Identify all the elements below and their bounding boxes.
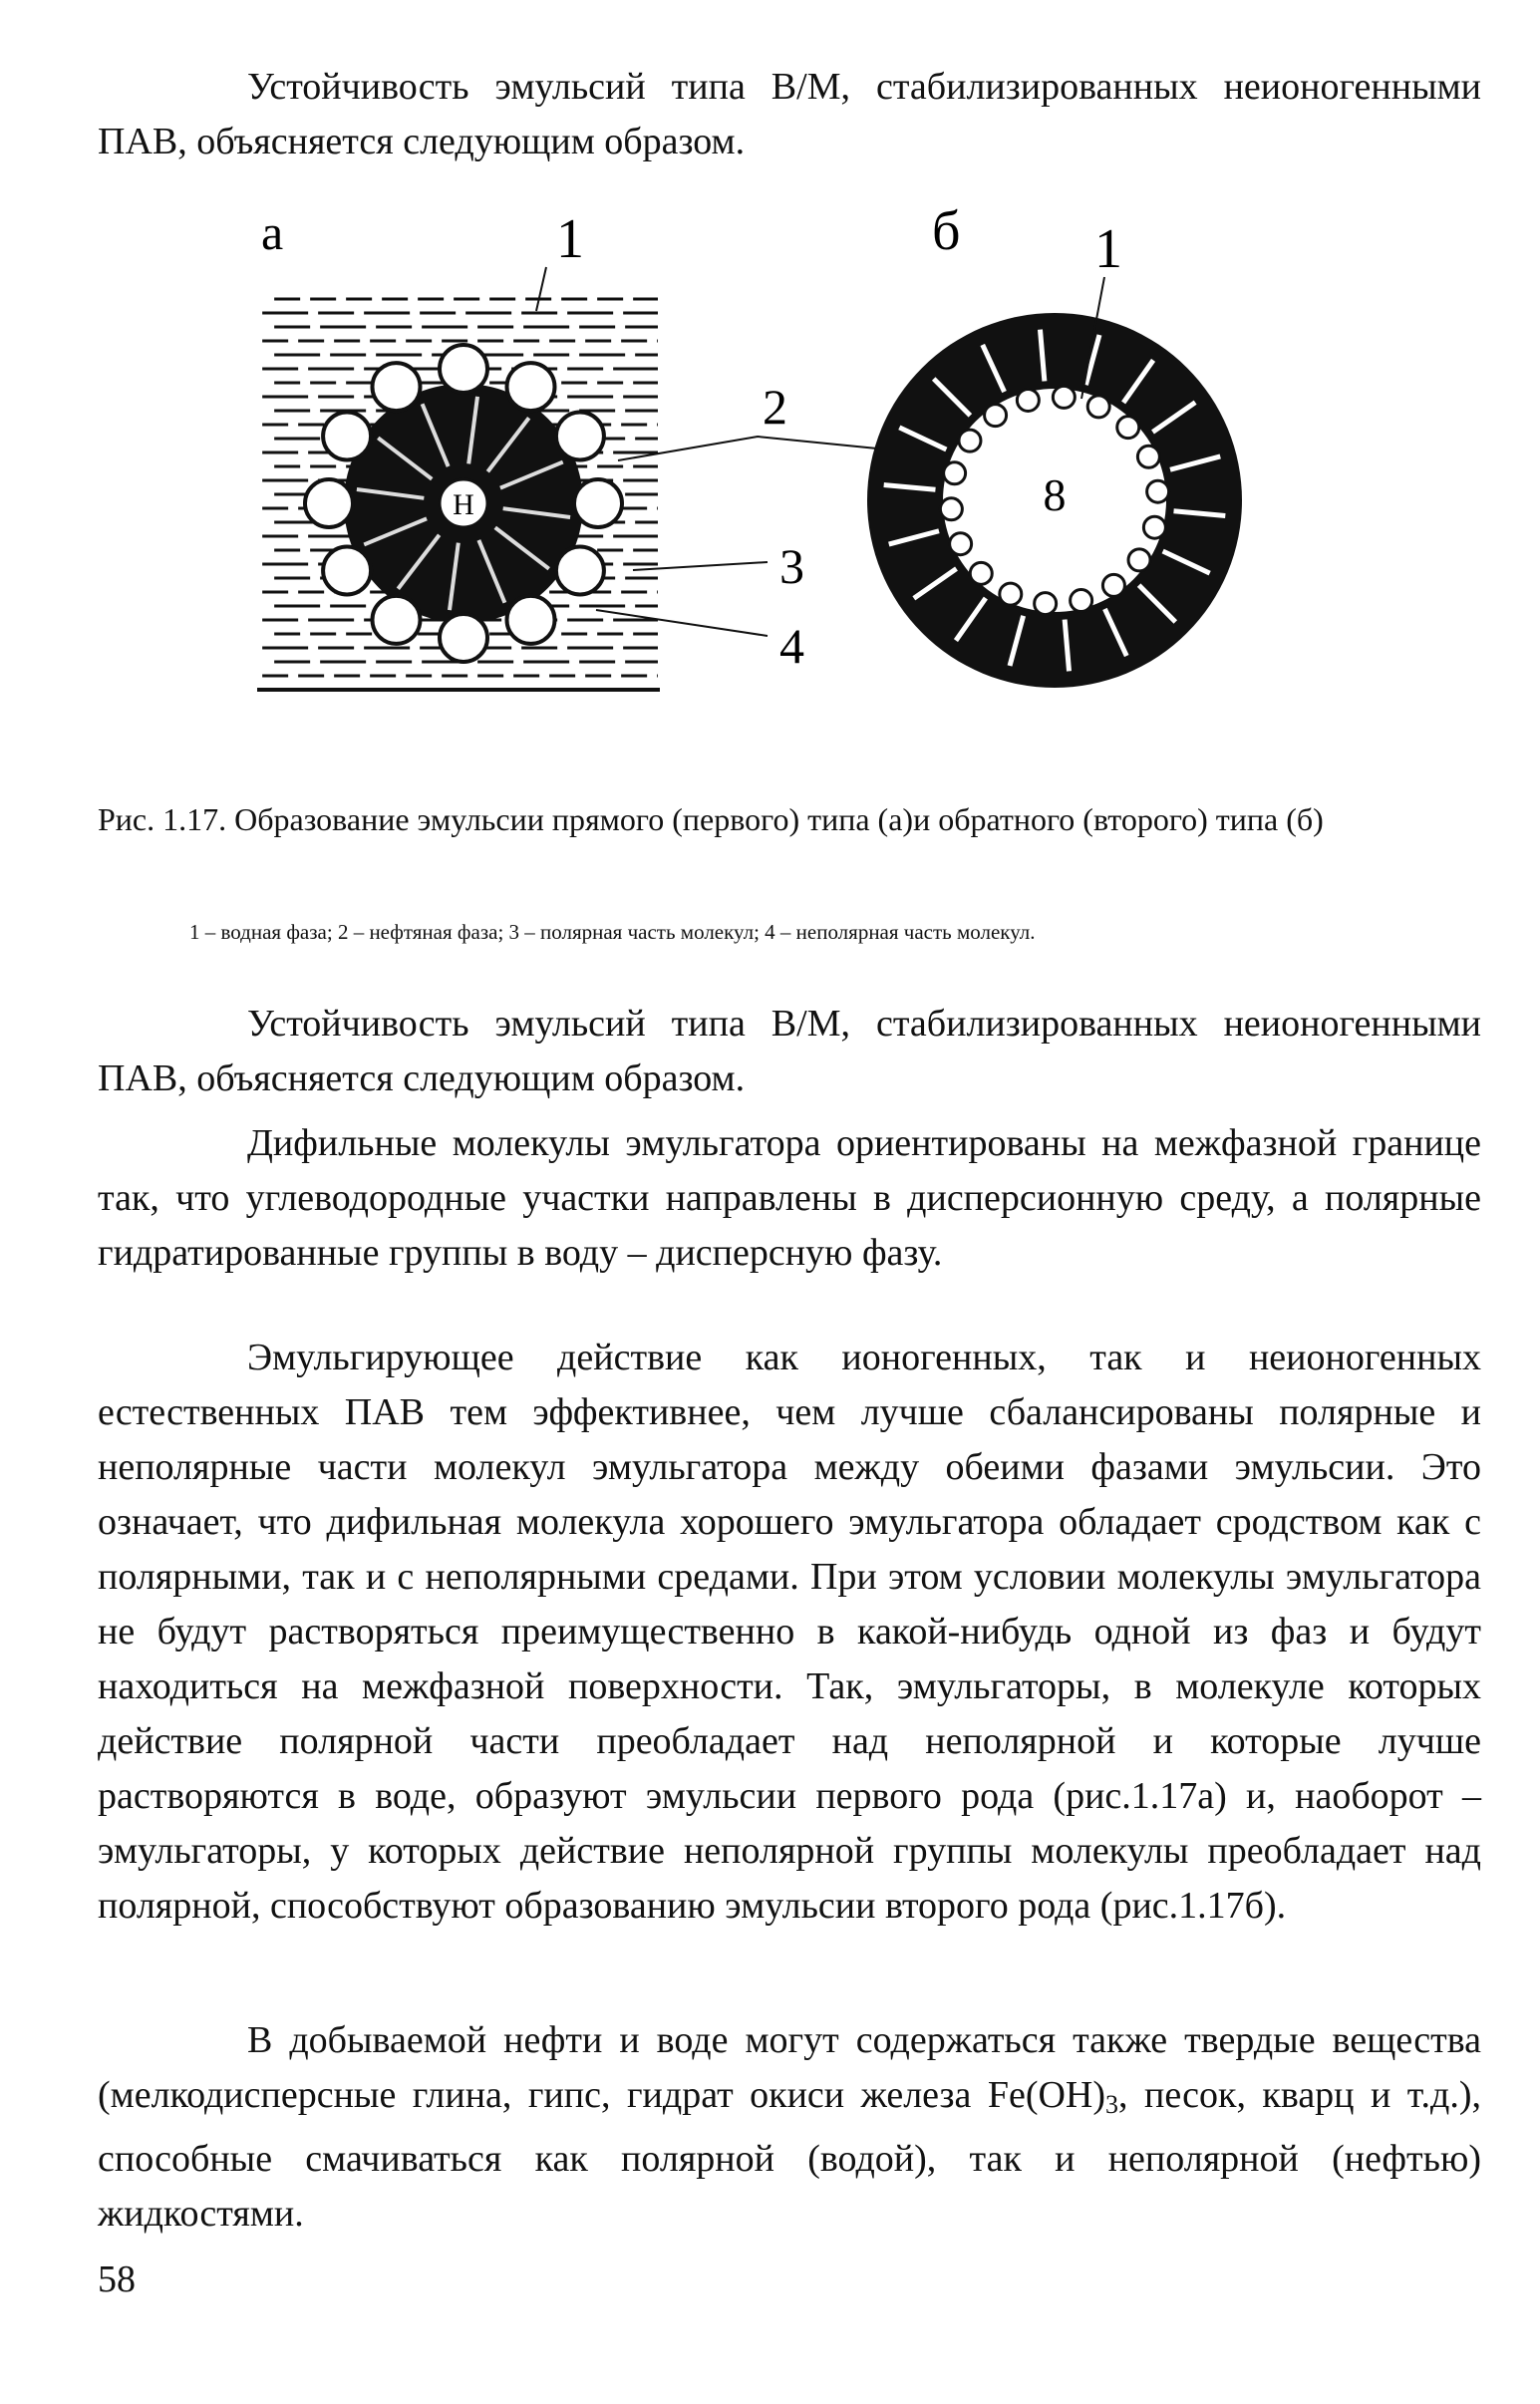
ring-polar-head — [1053, 386, 1075, 408]
core-b-label: 8 — [1043, 469, 1067, 520]
panel-b-diagram — [867, 313, 1242, 688]
label-1a: 1 — [556, 208, 584, 270]
panel-b-label: б — [932, 200, 961, 262]
polar-head — [373, 596, 421, 644]
figure-legend: 1 – водная фаза; 2 – нефтяная фаза; 3 – полярная часть молекул; 4 – неполярная часть молекул. — [189, 920, 1036, 944]
polar-head — [323, 413, 371, 460]
ring-polar-head — [985, 405, 1007, 427]
ring-polar-head — [1102, 574, 1124, 596]
ring-polar-head — [1147, 480, 1169, 502]
polar-head — [574, 479, 622, 527]
polar-head — [323, 547, 371, 595]
label-2: 2 — [763, 379, 787, 435]
ring-polar-head — [970, 562, 992, 584]
leader-2 — [618, 437, 877, 460]
label-3: 3 — [779, 538, 804, 594]
ring-polar-head — [1137, 446, 1159, 467]
ring-polar-head — [1035, 593, 1057, 615]
ring-polar-head — [944, 462, 966, 484]
polar-head — [440, 614, 487, 662]
ring-polar-head — [940, 498, 962, 520]
label-4: 4 — [779, 618, 804, 674]
paragraph-4-start: В добываемой нефти и воде могут содержаться также твердые вещества (мелкодисперсные глина, гипс, гидрат окиси железа Fe(OH) — [98, 2019, 1481, 2116]
leader-1a — [536, 267, 546, 311]
ring-polar-head — [1017, 389, 1039, 411]
ring-polar-head — [1087, 396, 1109, 418]
paragraph-3: Эмульгирующее действие как ионогенных, так и неионогенных естественных ПАВ тем эффективнее, чем лучше сбалансированы полярные и неполярные части молекул эмульгатора между обеими фазами эмульсии. Это означает, что дифильная молекула хорошего эмульгатора обладает сродством как с полярными, так и с неполярными средами. При этом условии молекулы эмульгатора не будут растворяться преимущественно в какой-нибудь одной из фаз и будут находиться на межфазной поверхности. Так, эмульгаторы, в молекуле которых действие полярной части преобладает над неполярной и которые лучше растворяются в воде, образуют эмульсии первого рода (рис.1.17а) и, наоборот – эмульгаторы, у которых действие неполярной группы молекулы преобладает над полярной, способствуют образованию эмульсии второго рода (рис.1.17б). — [98, 1337, 1481, 1927]
ring-polar-head — [1117, 417, 1139, 439]
ring-polar-head — [950, 533, 972, 555]
paragraph-2: Дифильные молекулы эмульгатора ориентированы на межфазной границе так, что углеводородные участки направлены в дисперсионную среду, а полярные гидратированные группы в воду – дисперсную фазу. — [98, 1122, 1481, 1274]
figure-caption: Рис. 1.17. Образование эмульсии прямого (первого) типа (а)и обратного (второго) типа (б) — [98, 801, 1324, 837]
emulsion-figure — [0, 0, 1540, 718]
polar-head — [507, 363, 555, 411]
label-1b: 1 — [1094, 218, 1122, 280]
paragraph-1: Устойчивость эмульсий типа В/М, стабилизированных неионогенными ПАВ, объясняется следующим образом. — [98, 1003, 1481, 1099]
leader-4 — [596, 610, 768, 636]
polar-head — [556, 547, 604, 595]
paragraph-4 — [98, 2013, 1481, 2242]
ring-polar-head — [1128, 549, 1150, 571]
ring-polar-head — [1143, 516, 1165, 538]
intro-paragraph: Устойчивость эмульсий типа В/М, стабилизированных неионогенными ПАВ, объясняется следующим образом. — [98, 66, 1481, 162]
paragraph-4-end: , песок, кварц и т.д.), способные смачиваться как полярной (водой), так и неполярной (нефтью) жидкостями. — [98, 2074, 1481, 2235]
page-number: 58 — [98, 2258, 136, 2300]
polar-head — [305, 479, 353, 527]
panel-a-label: а — [261, 204, 284, 260]
polar-head — [440, 345, 487, 393]
paragraph-4-subscript: 3 — [1105, 2090, 1119, 2119]
ring-polar-head — [1000, 583, 1022, 605]
ring-polar-head — [959, 430, 981, 451]
ring-polar-head — [1071, 590, 1092, 612]
polar-head — [373, 363, 421, 411]
polar-head — [556, 413, 604, 460]
polar-head — [507, 596, 555, 644]
core-a-label: Н — [453, 488, 474, 521]
panel-a-diagram — [257, 299, 660, 690]
